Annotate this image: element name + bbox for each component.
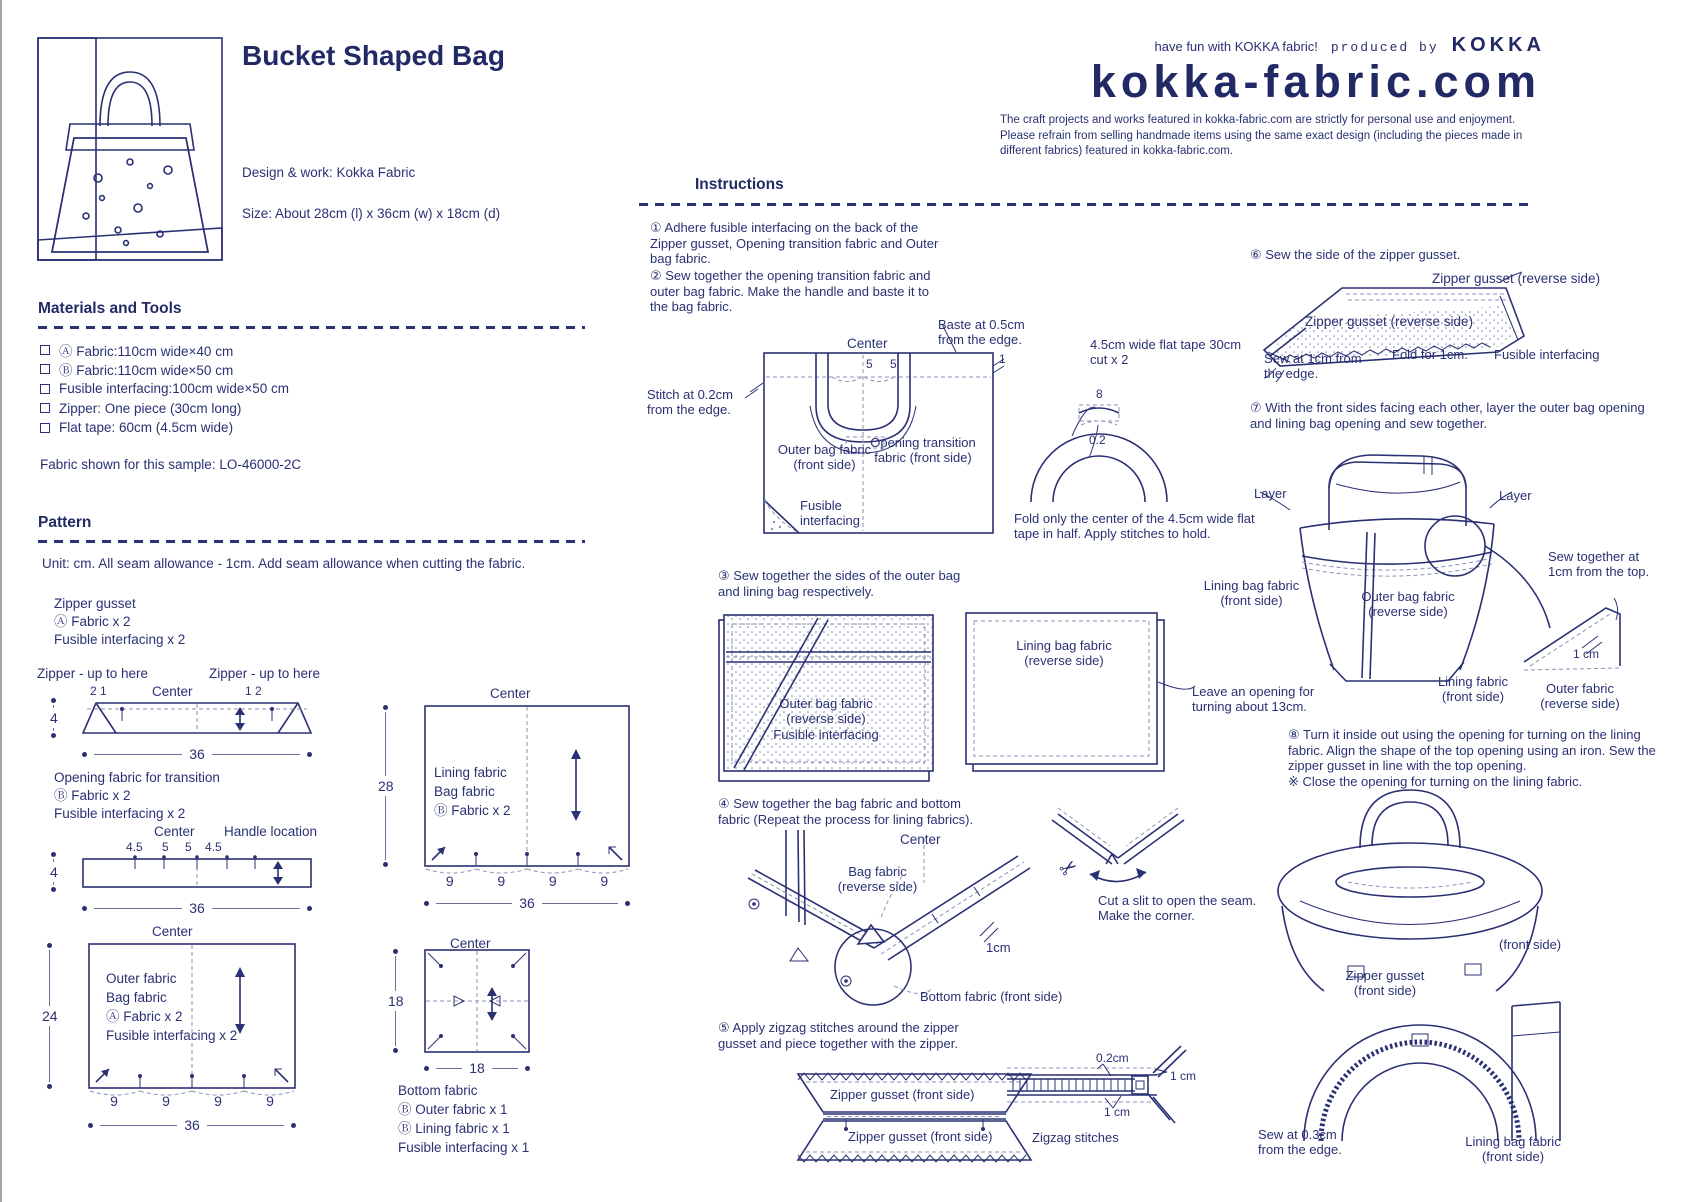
fold-tape-note: Fold only the center of the 4.5cm wide flat tape in half. Apply stitches to hold. xyxy=(1014,511,1255,542)
op-sp2: 5 xyxy=(162,840,169,854)
lining-width-dim: 36 xyxy=(424,895,630,911)
bottom-lbl1: Bottom fabric xyxy=(398,1083,478,1098)
op-title1: Opening fabric for transition xyxy=(54,770,220,785)
material-item-label: Ⓐ Fabric:110cm wide×40 cm xyxy=(59,343,234,359)
zg-nums-left: 2 1 xyxy=(90,684,107,698)
materials-list xyxy=(40,340,289,438)
d6-mid-label: Zipper gusset (reverse side) xyxy=(1305,314,1474,329)
d1-opening-label: Opening transition fabric (front side) xyxy=(870,435,976,466)
d8-gusset-l1: Zipper gusset xyxy=(1345,968,1425,983)
d3-lining-label xyxy=(983,638,1145,669)
zg-center-label: Center xyxy=(152,684,193,699)
step-8-note: ※ Close the opening for turning on the lining fabric. xyxy=(1288,773,1583,789)
d4-bag-l1: Bag fabric xyxy=(848,864,907,879)
zg-up-to-here-right: Zipper - up to here xyxy=(209,666,321,681)
outer-center-label: Center xyxy=(152,924,193,939)
lining-lbl1: Lining fabric xyxy=(434,765,507,780)
op-handle-location: Handle location xyxy=(224,824,318,839)
bottom-center-label: Center xyxy=(450,936,491,951)
outer-lbl2: Bag fabric xyxy=(106,990,167,1005)
site-logo: kokka-fabric.com xyxy=(1090,56,1541,107)
d1-center-label: Center xyxy=(847,336,888,351)
d8-sew-l1: Sew at 0.3cm xyxy=(1258,1127,1337,1142)
outer-lbl4: Fusible interfacing x 2 xyxy=(106,1028,238,1043)
d7-lining-f-l2: (front side) xyxy=(1441,689,1505,705)
produced-by: produced by xyxy=(1330,40,1439,55)
op-sp4: 4.5 xyxy=(205,840,222,854)
zg-nums-right: 1 2 xyxy=(245,684,262,698)
d8-sew-l2: from the edge. xyxy=(1258,1142,1342,1158)
unit-note: Unit: cm. All seam allowance - 1cm. Add seam allowance when cutting the fabric. xyxy=(42,556,526,571)
d6-fusible-label: Fusible interfacing xyxy=(1494,347,1600,362)
d6-sew-label: Sew at 1cm from the edge. xyxy=(1264,351,1362,382)
d3-outer-label xyxy=(745,696,907,742)
material-item-label: Ⓑ Fabric:110cm wide×50 cm xyxy=(59,363,234,379)
d2-zero2: 0.2 xyxy=(1089,433,1106,447)
cut-slit-l2: Make the corner. xyxy=(1098,908,1195,924)
flat-tape-label: 4.5cm wide flat tape 30cm cut x 2 xyxy=(1090,337,1242,368)
d4-1cm-label: 1cm xyxy=(986,940,1011,955)
materials-heading: Materials and Tools xyxy=(38,300,182,317)
bag-photo xyxy=(38,38,222,260)
d8-front-side-label: (front side) xyxy=(1499,937,1562,952)
size-note: Size: About 28cm (l) x 36cm (w) x 18cm (d) xyxy=(242,206,501,221)
d4-bag-label xyxy=(820,864,935,895)
tagline: have fun with KOKKA fabric! xyxy=(1154,39,1318,54)
zg-title1: Zipper gusset xyxy=(54,596,136,611)
lining-lbl3: Ⓑ Fabric x 2 xyxy=(434,803,511,818)
d3-lining-l1: Lining bag fabric xyxy=(1016,638,1112,653)
bottom-width-dim: 18 xyxy=(424,1060,530,1076)
sample-fabric-note: Fabric shown for this sample: LO-46000-2C xyxy=(40,457,302,472)
material-item xyxy=(40,379,289,399)
d5-gusset-bottom-label: Zipper gusset (front side) xyxy=(848,1129,993,1144)
outer-height-dim: 24 xyxy=(42,943,58,1089)
outer-lbl1: Outer fabric xyxy=(106,971,177,986)
d4-center-label: Center xyxy=(900,832,941,847)
d4-bag-l2: (reverse side) xyxy=(837,879,918,895)
d3-lining-l2: (reverse side) xyxy=(1024,653,1104,669)
d7-lining-bag-label xyxy=(1184,578,1319,609)
page-title: Bucket Shaped Bag xyxy=(242,40,505,71)
op-title3: Fusible interfacing x 2 xyxy=(54,806,186,821)
zg-title2: Ⓐ Fabric x 2 xyxy=(54,614,131,629)
brand-logo: KOKKA xyxy=(1451,34,1545,56)
header-right xyxy=(1000,34,1545,159)
bottom-lbl2: Ⓑ Outer fabric x 1 xyxy=(398,1102,508,1117)
step-8 xyxy=(1288,727,1656,789)
d3-outer-l3: Fusible interfacing xyxy=(773,726,879,742)
d5-02cm-label: 0.2cm xyxy=(1096,1051,1129,1065)
zipper-detail-drawing xyxy=(1005,1048,1165,1126)
instructions-heading: Instructions xyxy=(695,176,784,193)
d1-outer-bag-label: Outer bag fabric (front side) xyxy=(777,442,872,473)
flat-tape-drawing xyxy=(1027,392,1172,504)
d8-lining-label xyxy=(1444,1134,1582,1165)
op-sp3: 5 xyxy=(185,840,192,854)
zg-up-to-here-left: Zipper - up to here xyxy=(37,666,149,681)
d7-1cm-label: 1 cm xyxy=(1573,647,1600,661)
d7-lining-f-l1: Lining fabric xyxy=(1437,674,1509,689)
material-item-label: Zipper: One piece (30cm long) xyxy=(59,400,242,416)
step-5: ⑤ Apply zigzag stitches around the zipper gusset and piece together with the zipper. xyxy=(718,1020,959,1051)
d1-five-left: 5 xyxy=(866,357,873,371)
d8-lining-l1: Lining bag fabric xyxy=(1465,1134,1561,1149)
bottom-pattern-drawing xyxy=(424,949,530,1053)
pattern-heading: Pattern xyxy=(38,514,92,531)
op-center-label: Center xyxy=(154,824,195,839)
step-7: ⑦ With the front sides facing each other, layer the outer bag opening and lining bag opening and sew together. xyxy=(1250,400,1645,431)
d7-sew-note: Sew together at 1cm from the top. xyxy=(1548,549,1650,580)
d5-1cm-b-label: 1 cm xyxy=(1104,1105,1131,1119)
step7-drawing xyxy=(1272,448,1517,698)
d1-one-label: 1 xyxy=(999,352,1006,366)
baste-05-label: Baste at 0.5cm from the edge. xyxy=(938,317,1025,348)
bottom-height-dim: 18 xyxy=(388,949,404,1053)
d1-five-right: 5 xyxy=(890,357,897,371)
step-6: ⑥ Sew the side of the zipper gusset. xyxy=(1250,247,1461,262)
d7-lining-bag-l1: Lining bag fabric xyxy=(1203,578,1300,593)
opening-pattern-drawing xyxy=(82,856,312,890)
d7-outer-bag-l2: (reverse side) xyxy=(1368,604,1448,620)
bottom-lbl3: Ⓑ Lining fabric x 1 xyxy=(398,1121,510,1136)
op-width-dim: 36 xyxy=(82,900,312,916)
d3-outer-l2: (reverse side) xyxy=(786,711,866,727)
zg-title3: Fusible interfacing x 2 xyxy=(54,632,186,647)
material-item xyxy=(40,418,289,438)
zipper-gusset-pattern-drawing xyxy=(82,702,312,734)
leave-opening-note: Leave an opening for turning about 13cm. xyxy=(1192,684,1315,715)
d7-outer-bag-l1: Outer bag fabric xyxy=(1361,589,1455,604)
material-item xyxy=(40,399,289,419)
step5-drawing xyxy=(792,1072,1037,1164)
outer-lbl3: Ⓐ Fabric x 2 xyxy=(106,1009,183,1024)
cut-slit-l1: Cut a slit to open the seam. xyxy=(1098,893,1257,908)
scissors-icon: ✂ xyxy=(1054,854,1083,883)
lining-notch-dims: 9 9 9 9 xyxy=(445,873,609,889)
step4-drawing xyxy=(742,828,1027,1013)
d8-sew-label xyxy=(1258,1127,1368,1158)
material-item xyxy=(40,360,289,380)
instructions-rule xyxy=(639,203,1534,206)
d7-lining-bag-l2: (front side) xyxy=(1220,593,1283,609)
d7-outer-bag-label xyxy=(1334,589,1482,620)
d3-outer-l1: Outer bag fabric xyxy=(779,696,873,711)
step-8-text: ⑧ Turn it inside out using the opening for turning on the lining fabric. Align the shape of the top opening using an iron. Sew the zipper gusset in line with the top opening. xyxy=(1288,727,1656,773)
op-title2: Ⓑ Fabric x 2 xyxy=(54,788,131,803)
design-credit: Design & work: Kokka Fabric xyxy=(242,165,416,180)
step-3: ③ Sew together the sides of the outer bag and lining bag respectively. xyxy=(718,568,961,599)
outer-width-dim: 36 xyxy=(88,1117,296,1133)
pattern-rule xyxy=(38,540,585,543)
d8-gusset-label xyxy=(1324,968,1446,999)
d2-eight: 8 xyxy=(1096,387,1103,401)
material-item-label: Flat tape: 60cm (4.5cm wide) xyxy=(59,420,234,436)
d7-outer-f-l2: (reverse side) xyxy=(1540,696,1620,712)
d7-outer-fabric-label xyxy=(1516,681,1644,712)
bottom-lbl4: Fusible interfacing x 1 xyxy=(398,1140,530,1155)
d7-layer-right-label: Layer xyxy=(1499,488,1532,503)
zg-height-dim: 4 xyxy=(50,698,58,738)
step3-lining-drawing xyxy=(965,612,1165,772)
material-item xyxy=(40,340,289,360)
d1-fusible-label: Fusible interfacing xyxy=(800,498,860,529)
step-1: ① Adhere fusible interfacing on the back of the Zipper gusset, Opening transition fabric and Outer bag fabric. xyxy=(650,220,939,266)
op-sp1: 4.5 xyxy=(126,840,143,854)
d7-layer-left-label: Layer xyxy=(1254,486,1287,501)
materials-rule xyxy=(38,326,585,329)
d5-gusset-top-label: Zipper gusset (front side) xyxy=(830,1087,975,1102)
d5-1cm-a-label: 1 cm xyxy=(1170,1069,1197,1083)
d4-bottom-label: Bottom fabric (front side) xyxy=(920,989,1063,1004)
d8-lining-l2: (front side) xyxy=(1481,1149,1545,1165)
stitch-02-label: Stitch at 0.2cm from the edge. xyxy=(647,387,733,418)
outer-notch-dims: 9 9 9 9 xyxy=(110,1093,274,1109)
op-height-dim: 4 xyxy=(50,852,58,892)
disclaimer-text: The craft projects and works featured in kokka-fabric.com are strictly for personal use and enjoyment. Please refrain from selling handmade items using the same exact design (including the pieces made in different fabrics) featured in kokka-fabric.com. xyxy=(1000,114,1523,157)
step-2: ② Sew together the opening transition fabric and outer bag fabric. Make the handle and baste it to the bag fabric. xyxy=(650,268,931,314)
material-item-label: Fusible interfacing:100cm wide×50 cm xyxy=(59,381,289,397)
d7-outer-f-l1: Outer fabric xyxy=(1546,681,1614,696)
lining-lbl2: Bag fabric xyxy=(434,784,495,799)
lining-center-label: Center xyxy=(490,686,531,701)
step-4: ④ Sew together the bag fabric and bottom fabric (Repeat the process for lining fabrics). xyxy=(718,796,974,827)
zigzag-stitches-label: Zigzag stitches xyxy=(1032,1130,1119,1145)
d6-fold-label: Fold for 1cm. xyxy=(1392,347,1468,362)
step7-corner-drawing xyxy=(1522,598,1627,673)
d6-top-label: Zipper gusset (reverse side) xyxy=(1432,271,1601,286)
d8-gusset-l2: (front side) xyxy=(1353,983,1417,999)
lining-height-dim: 28 xyxy=(378,705,394,867)
zg-width-dim: 36 xyxy=(82,746,312,762)
